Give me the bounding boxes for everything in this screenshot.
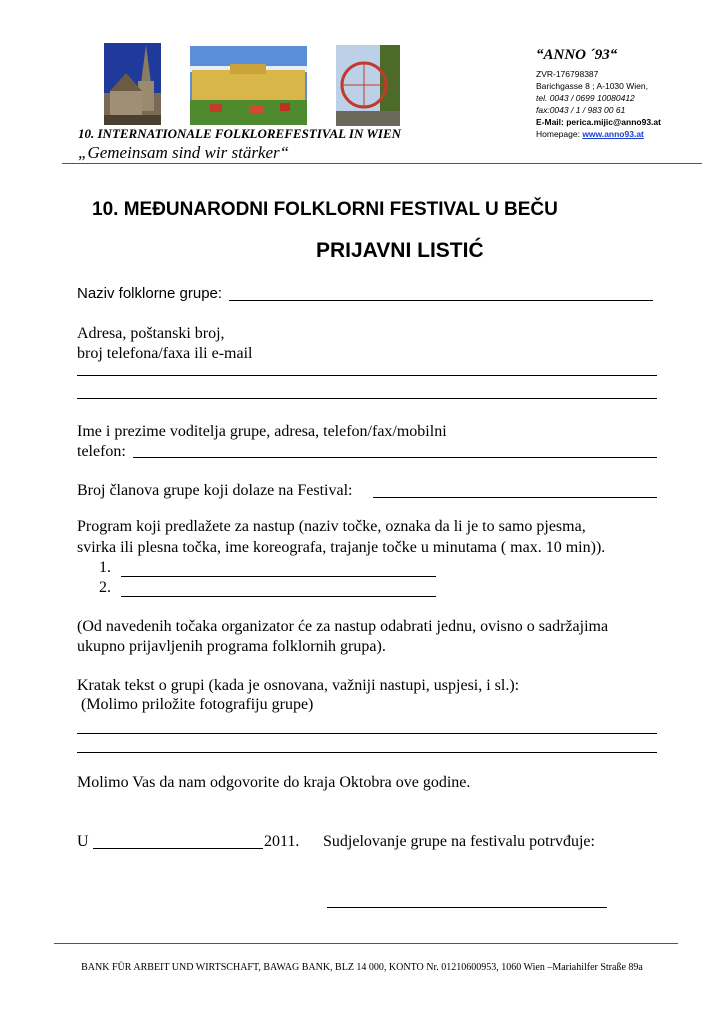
signature-field[interactable] [327, 907, 607, 908]
place-field[interactable] [93, 848, 263, 849]
leader-label-line1: Ime i prezime voditelja grupe, adresa, telefon/fax/mobilni [77, 423, 447, 440]
members-label: Broj članova grupe koji dolaze na Festival: [77, 482, 353, 499]
organizer-note-line2: ukupno prijavljenih programa folklornih grupa). [77, 638, 386, 655]
homepage-link[interactable]: www.anno93.at [582, 129, 644, 139]
group-name-field[interactable] [229, 300, 653, 301]
address-field-line1[interactable] [77, 375, 657, 376]
short-text-label: Kratak tekst o grupi (kada je osnovana, važniji nastupi, uspjesi, i sl.): [77, 677, 520, 694]
address-label-line2: broj telefona/faxa ili e-mail [77, 345, 253, 362]
footer-divider [54, 943, 678, 944]
homepage-label: Homepage: [536, 129, 583, 139]
program-text-line2: svirka ili plesna točka, ime koreografa, trajanje točke u minutama ( max. 10 min)). [77, 539, 606, 556]
program-item-field-2[interactable] [121, 596, 436, 597]
members-field[interactable] [373, 497, 657, 498]
program-item-number-1: 1. [99, 559, 111, 576]
short-text-field-line1[interactable] [77, 733, 657, 734]
short-text-field-line2[interactable] [77, 752, 657, 753]
confirmation-label: Sudjelovanje grupe na festivalu potrvđuje: [323, 833, 595, 850]
organizer-note-line1: (Od navedenih točaka organizator će za nastup odabrati jednu, ovisno o sadržajima [77, 618, 609, 635]
group-name-label: Naziv folklorne grupe: [77, 285, 223, 302]
header-divider [62, 163, 702, 164]
festival-motto: „Gemeinsam sind wir stärker“ [78, 143, 290, 162]
program-item-number-2: 2. [99, 579, 111, 596]
organization-address: Barichgasse 8 ; A-1030 Wien, [536, 81, 648, 91]
photo-riesenrad [336, 45, 400, 126]
address-label-line1: Adresa, poštanski broj, [77, 325, 225, 342]
document-title: 10. MEĐUNARODNI FOLKLORNI FESTIVAL U BEČU [92, 199, 558, 220]
program-text-line1: Program koji predlažete za nastup (naziv točke, oznaka da li je to samo pjesma, [77, 518, 586, 535]
reply-request: Molimo Vas da nam odgovorite do kraja Oktobra ove godine. [77, 774, 471, 791]
address-field-line2[interactable] [77, 398, 657, 399]
program-item-field-1[interactable] [121, 576, 436, 577]
organization-email: E-Mail: perica.mijic@anno93.at [536, 117, 661, 127]
organization-tel: tel. 0043 / 0699 10080412 [536, 93, 635, 103]
organization-registration: ZVR-176798387 [536, 69, 599, 79]
organization-fax: fax:0043 / 1 / 983 00 61 [536, 105, 626, 115]
footer-bank-info: BANK FÜR ARBEIT UND WIRTSCHAFT, BAWAG BANK, BLZ 14 000, KONTO Nr. 01210600953, 1060 Wien –Mariahilfer Straße 89a [81, 962, 643, 973]
document-subtitle: PRIJAVNI LISTIĆ [316, 239, 484, 262]
organization-homepage [536, 129, 644, 139]
festival-title: 10. INTERNATIONALE FOLKLOREFESTIVAL IN WIEN [78, 126, 402, 141]
photo-request: (Molimo priložite fotografiju grupe) [77, 696, 314, 713]
photo-schoenbrunn-palace [190, 46, 307, 125]
leader-field[interactable] [133, 457, 657, 458]
photo-stephansdom [104, 43, 161, 125]
year: 2011. [264, 833, 300, 850]
organization-name: “ANNO ´93“ [536, 47, 618, 63]
place-prefix: U [77, 833, 89, 850]
leader-label-line2: telefon: [77, 443, 126, 460]
